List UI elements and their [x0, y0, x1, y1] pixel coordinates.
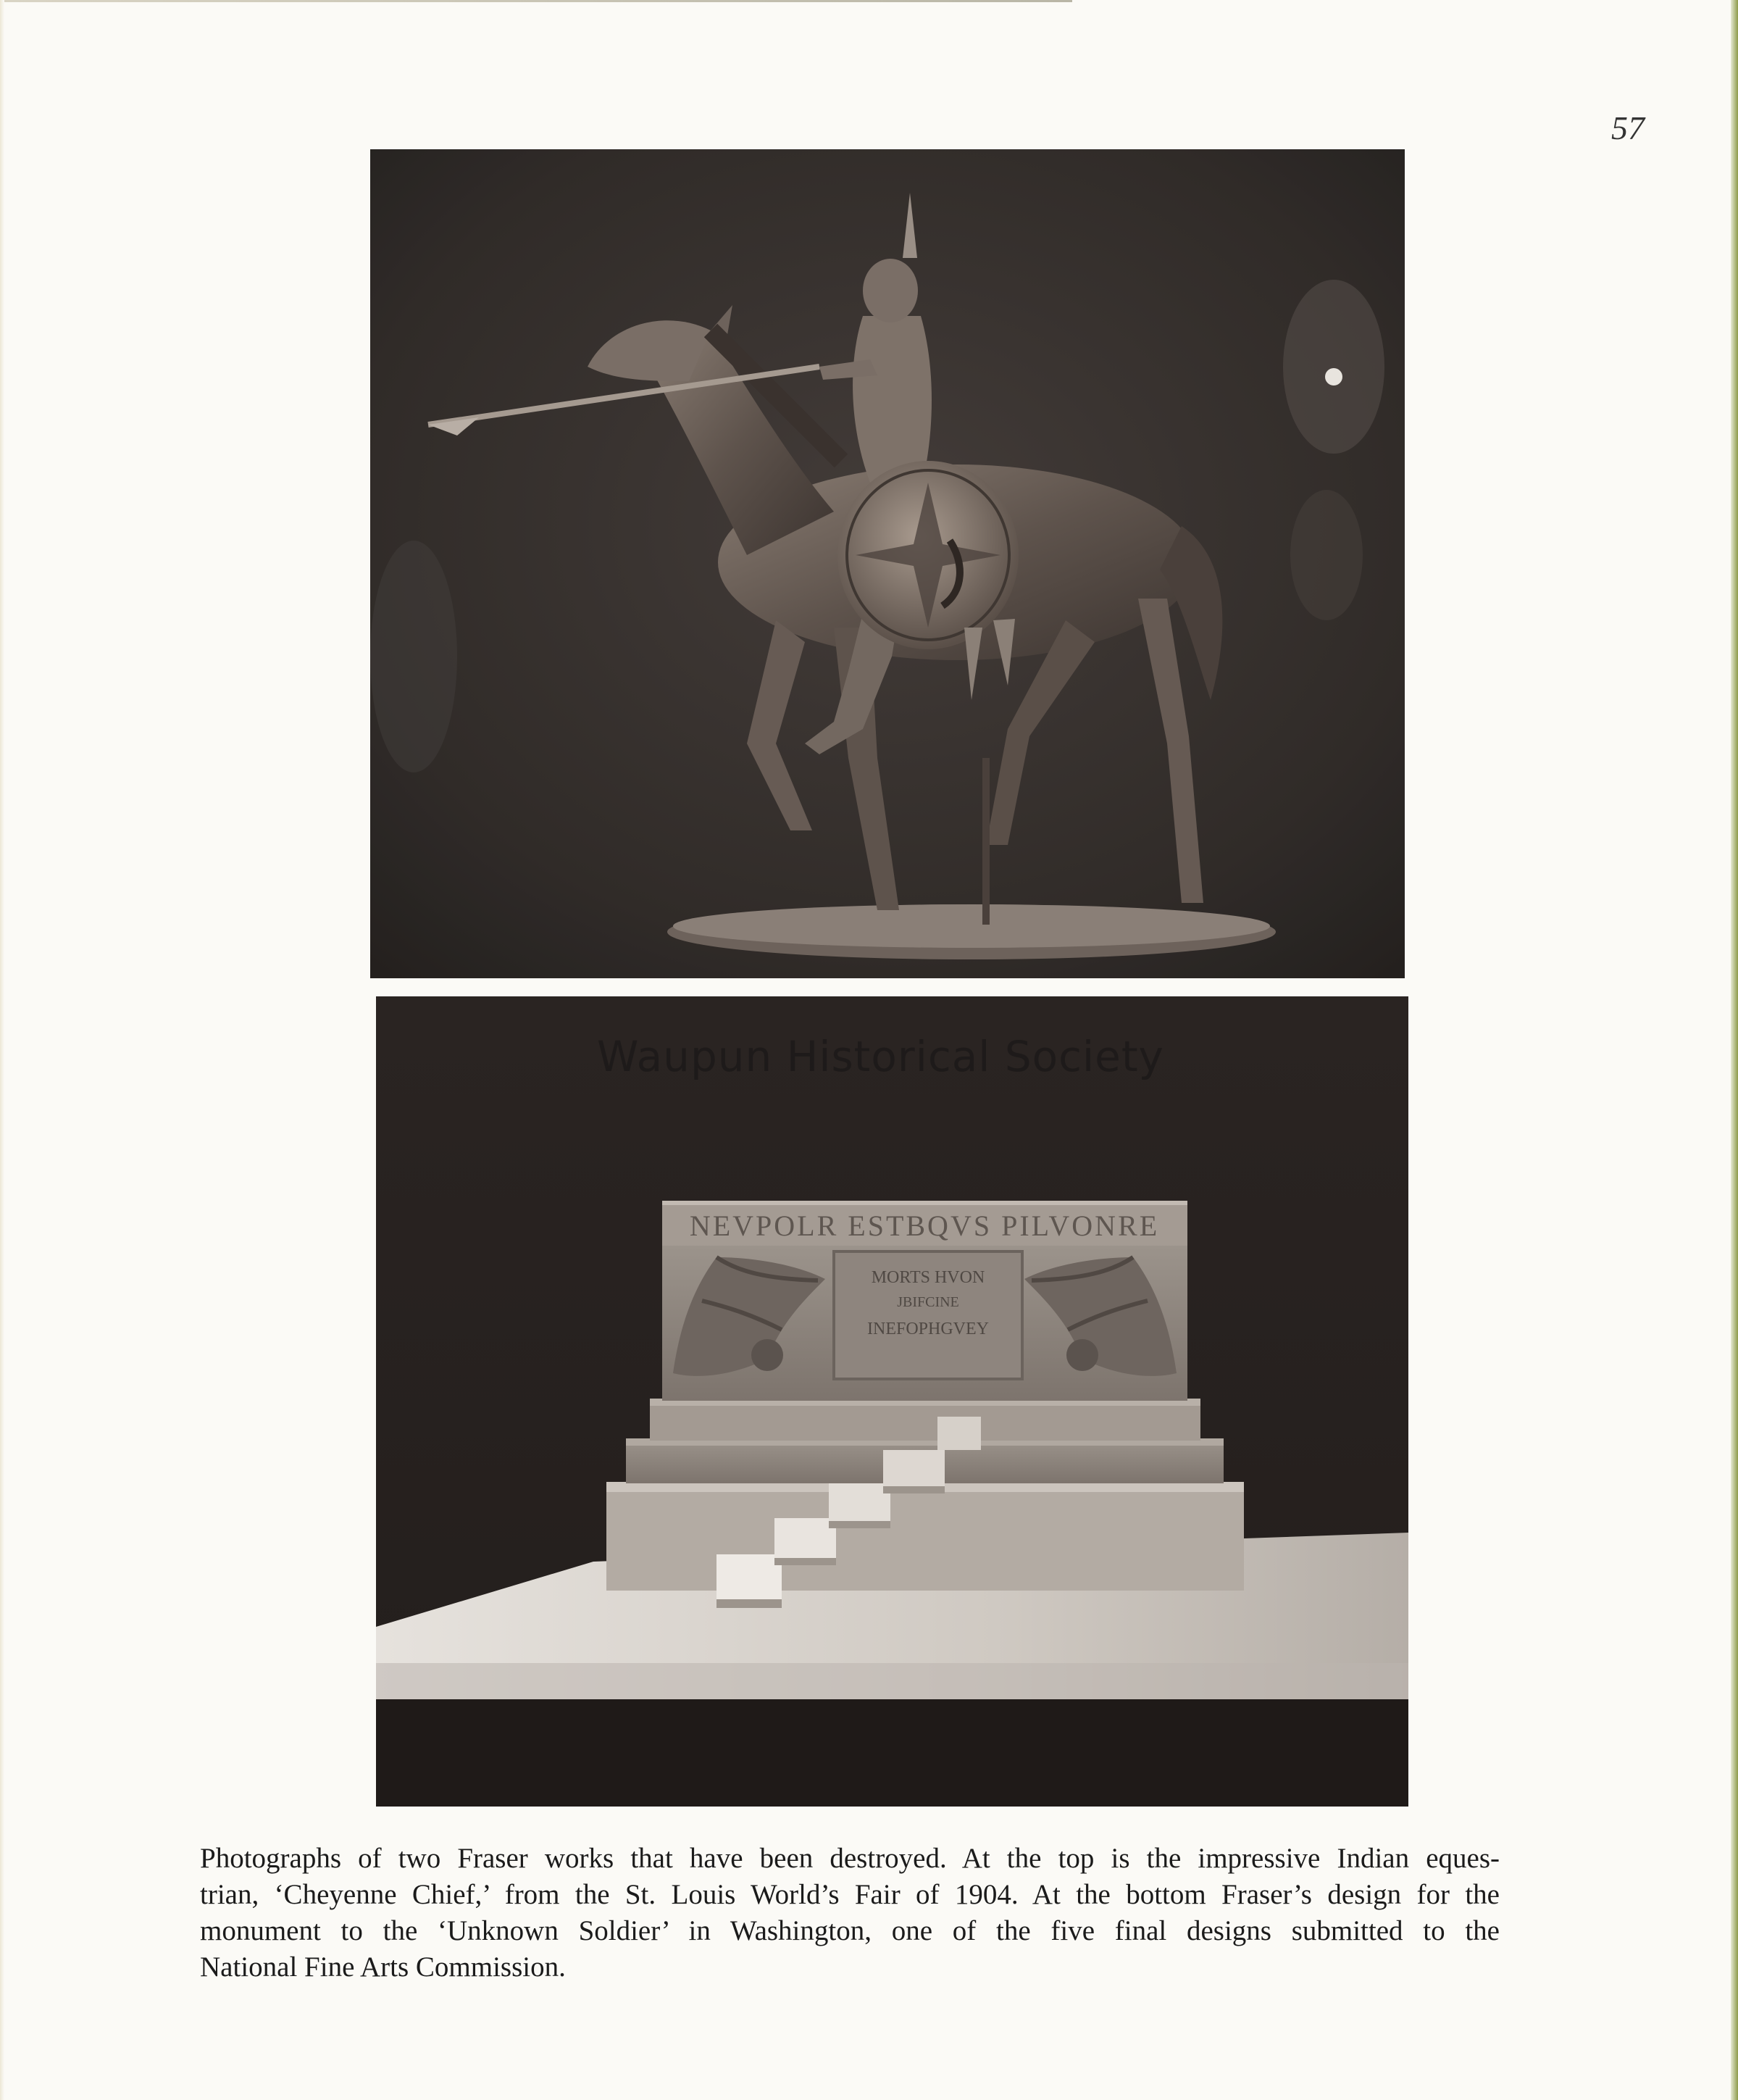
- panel-inscription-line-1: MORTS HVON: [871, 1268, 985, 1287]
- unknown-soldier-monument-image: [376, 996, 1408, 1807]
- panel-inscription-line-3: INEFOPHGVEY: [867, 1320, 989, 1338]
- photo-unknown-soldier-design: [376, 996, 1408, 1807]
- photo-cheyenne-chief: [370, 149, 1405, 978]
- top-edge-rule: [0, 0, 1072, 2]
- page-number: 57: [1611, 109, 1645, 146]
- watermark-text: Waupun Historical Society: [597, 1032, 1164, 1081]
- caption-line-4: National Fine Arts Commission.: [200, 1951, 566, 1983]
- frieze-inscription: NEVPOLR ESTBQVS PILVONRE: [689, 1209, 1160, 1242]
- caption-line-2: trian, ‘Cheyenne Chief,’ from the St. Louis World’s Fair of 1904. At the bottom Fraser’s design for the: [200, 1879, 1500, 1910]
- caption-line-3: monument to the ‘Unknown Soldier’ in Washington, one of the five final designs submitted to the: [200, 1915, 1500, 1946]
- caption-line-1: Photographs of two Fraser works that have been destroyed. At the top is the impressive Indian eques-: [200, 1843, 1500, 1874]
- photo-caption: [200, 1841, 1500, 1986]
- panel-inscription-line-2: JBIFCINE: [897, 1294, 959, 1310]
- book-spine-edge: [1731, 0, 1738, 2100]
- page-left-edge: [0, 0, 4, 2100]
- cheyenne-chief-statue-image: [370, 149, 1405, 978]
